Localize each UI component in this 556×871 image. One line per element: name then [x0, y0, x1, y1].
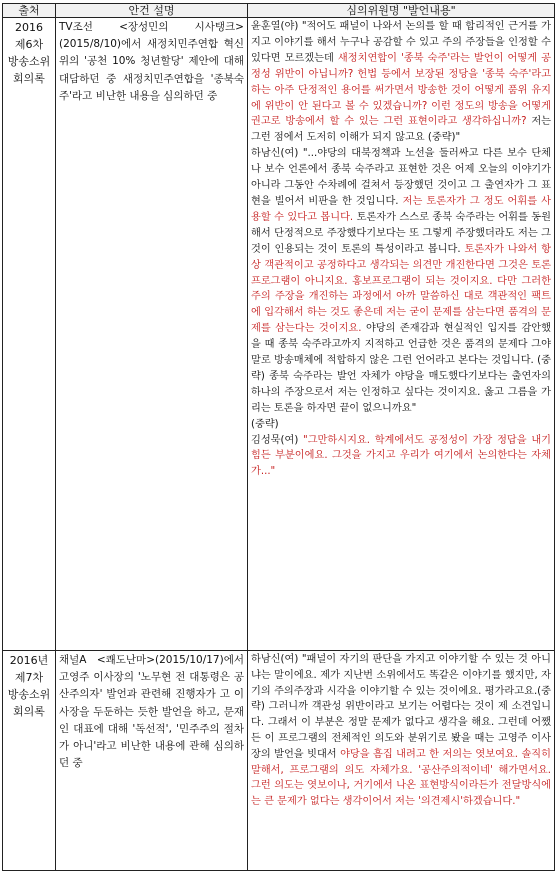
remark — [251, 433, 551, 481]
header-remarks: 심의위원명 "발언내용" — [248, 4, 555, 18]
speaker-name: 김성묵(여) — [251, 434, 299, 446]
deliberation-table — [2, 3, 555, 871]
source-line: 제6차 — [14, 38, 44, 51]
source-line: 회의록 — [13, 72, 45, 85]
remark-text-highlighted: 야당을 흠집 내려고 한 저의는 엿보여요. 솔직히 말해서, 프로그램의 의도 자체가요. '공산주의적이네' 해가면서요. 그런 의도는 엿보이나, 거기에서 나온 표현방식이라든가 전달방식에는 큰 문제가 없다는 생각이어서 저는 '의견제시'하겠습니다." — [251, 748, 551, 808]
speaker-name: 하남신(여) — [251, 654, 299, 665]
speaker-name: 하남신(여) — [251, 148, 299, 160]
header-agenda: 안건 설명 — [56, 4, 248, 18]
source-line: 제7차 — [14, 671, 44, 684]
source-line: 회의록 — [13, 705, 45, 718]
omission-note: (중략) — [251, 418, 279, 430]
remark — [251, 146, 551, 416]
source-line: 2016년 — [9, 654, 49, 667]
remark-omission — [251, 417, 551, 433]
remark-text-highlighted: 토론자가 나와서 항상 객관적이고 공정하다고 생각되는 의견만 개진한다면 그것은 토론프로그램이 아니지요. 홍보프로그램이 되는 것이지요. 다만 그러한 주의 주장을 개진하는 과정에서 아까 말씀하신 대로 객관적인 팩트에 입각해서 하는 것도 좋은데 저는 굳이 문제를 삼는다면 품격의 문제를 삼는다는 것이지요. — [251, 243, 551, 335]
remark-text: "...야당의 대북정책과 노선을 둘러싸고 다른 보수 단체나 보수 언론에서 종북 숙주라고 표현한 것은 어제 오늘의 이야기가 아니라 그동안 수차례에 걸쳐서 등장했던 것이고 그 출연자가 그 표현을 빌어서 비판을 한 것입니다. — [251, 148, 551, 207]
table-body — [3, 18, 555, 871]
source-cell — [3, 18, 56, 651]
table-row — [3, 18, 555, 651]
source-line: 방송소위 — [7, 688, 51, 701]
remark — [251, 652, 551, 810]
remark-text: "패널이 자기의 판단을 가지고 이야기할 수 있는 것 아니냐는 말이에요. 제가 지난번 소위에서도 똑같은 이야기를 했지만, 자기의 주의주장과 시각을 이야기할 수 있는 것이에요. 평가라고요.(중략) 그러니까 객관성 위반이라고 보기는 어렵다는 것이 제 소견입니다. 그래서 이 부분은 정말 문제가 없다고 생각을 해요. 그런데 어쨌든 이 프로그램의 전체적인 의도와 분위기로 봤을 때는 고영주 이사장의 발언을 빗대서 — [251, 654, 551, 760]
remark-text: "적어도 패널이 나와서 논의를 할 때 합리적인 근거를 가지고 이야기를 해서 누구나 공감할 수 있고 주의 주장들을 인정할 수 있다면 모르겠는데 — [251, 21, 551, 64]
speaker-name: 윤훈열(야) — [251, 21, 299, 32]
table-header-row — [3, 4, 555, 18]
remark-text-highlighted: 새정치연합이 '종북 숙주'라는 발언이 어떻게 공정성 위반이 아닙니까? 헌법 등에서 보장된 정당을 '종북 숙주'라고 하는 아주 단정적인 용어를 써가면서 방송한 것이 어떻게 품위 유지에 위반이 안 된다고 볼 수 있겠습니까? 이런 정도의 방송을 어떻게 권고로 방송에서 할 수 있는 그런 표현이라고 생각하십니까? — [251, 52, 551, 128]
agenda-cell: TV조선 <장성민의 시사탱크>(2015/8/10)에서 새정치민주연합 혁신위의 '공천 10% 청년할당' 제안에 대해 대담하던 중 새정치민주연합을 '종북숙주'라고 비난한 내용을 심의하던 중 — [56, 18, 248, 651]
table-row — [3, 651, 555, 871]
source-cell — [3, 651, 56, 871]
remark-text-highlighted: "그만하시지요. 학계에서도 공정성이 가장 정답을 내기 힘든 부분이에요. 그것을 가지고 우리가 여기에서 논의한다는 자체가..." — [251, 434, 551, 478]
header-source: 출처 — [3, 4, 56, 18]
remark-text: 토론자가 스스로 종북 숙주라는 어휘를 동원해서 단정적으로 주장했다기보다는 또 그렇게 주장했더라도 저는 그것이 인용되는 것이 토론의 특성이라고 봅니다. — [251, 211, 551, 255]
remark-text: 저는 그런 점에서 도저히 이해가 되지 않고요 (중략)" — [251, 116, 552, 144]
agenda-cell: 채널A <쾌도난마>(2015/10/17)에서 고영주 이사장의 '노무현 전 대통령은 공산주의자' 발언과 관련해 진행자가 고 이사장을 두둔하는 듯한 발언을 하고, 문재인 대표에 대해 '독선적', '민주주의 절차가 아니'라고 비난한 내용에 관해 심의하던 중 — [56, 651, 248, 871]
remark-text: 야당의 존재감과 현실적인 입지를 감안했을 때 종북 숙주라고까지 지적하고 언급한 것은 품격의 문제다 그야말로 방송매체에 적합하지 않은 그런 언어라고 본다는 것입니다. (중략) 종북 숙주라는 발언 자체가 야당을 매도했다기보다는 출연자의 하나의 주장으로서 저는 인정하고 싶다는 것이지요. 옳고 그름을 가리는 토론을 하자면 끝이 없으니까요" — [251, 323, 551, 414]
remarks-cell — [248, 651, 555, 871]
source-line: 방송소위 — [7, 55, 51, 68]
remark — [251, 19, 551, 146]
source-line: 2016 — [15, 21, 43, 34]
remark-text-highlighted: 저는 토론자가 그 정도 어휘를 사용할 수 있다고 봅니다. — [251, 195, 551, 223]
remarks-cell — [248, 18, 555, 651]
